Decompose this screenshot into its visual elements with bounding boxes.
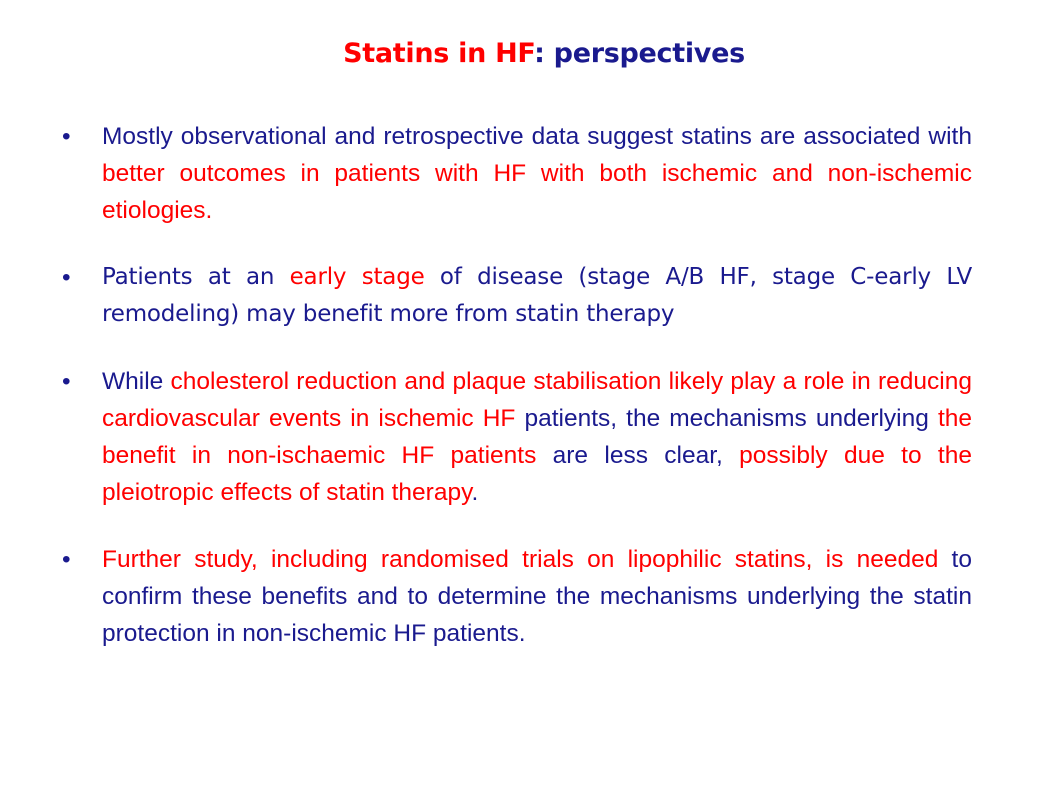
- bullet-2-text-a: Patients at an: [102, 264, 290, 290]
- slide-title: [0, 38, 1058, 69]
- bullet-1-text: Mostly observational and retrospective data suggest statins are associated with: [102, 123, 972, 150]
- bullet-further-study: [62, 541, 972, 652]
- bullet-early-stage: [62, 259, 972, 333]
- bullet-3-text-c: are less clear,: [536, 442, 740, 469]
- bullet-3-highlight-b: the benefit in non-ischaemic HF patients: [102, 405, 972, 469]
- bullet-3-text-d: .: [471, 479, 479, 506]
- bullet-3-text-a: While: [102, 368, 171, 395]
- slide-title-rest: : perspectives: [534, 38, 745, 69]
- bullet-3-highlight-a: cholesterol reduction and plaque stabilisation likely play a role in reducing cardiovascular events in ischemic HF: [102, 368, 972, 432]
- bullet-observational-data: [62, 118, 972, 229]
- bullet-3-highlight-c: possibly due to the pleiotropic effects of statin therapy: [102, 442, 972, 506]
- bullet-4-text: to confirm these benefits and to determine the mechanisms underlying the statin protection in non-ischemic HF patients.: [102, 546, 972, 647]
- bullet-1-highlight: better outcomes in patients with HF with both ischemic and non-ischemic etiologies.: [102, 160, 972, 224]
- bullet-2-text-b: of disease (stage A/B HF, stage C-early LV remodeling) may benefit more from statin therapy: [102, 264, 972, 327]
- bullet-list: [62, 118, 972, 682]
- bullet-4-highlight: Further study, including randomised trials on lipophilic statins, is needed: [102, 546, 939, 573]
- bullet-3-text-b: patients, the mechanisms underlying: [515, 405, 938, 432]
- slide-title-highlight: Statins in HF: [343, 38, 535, 69]
- bullet-2-highlight: early stage: [289, 264, 425, 290]
- bullet-mechanisms: [62, 363, 972, 511]
